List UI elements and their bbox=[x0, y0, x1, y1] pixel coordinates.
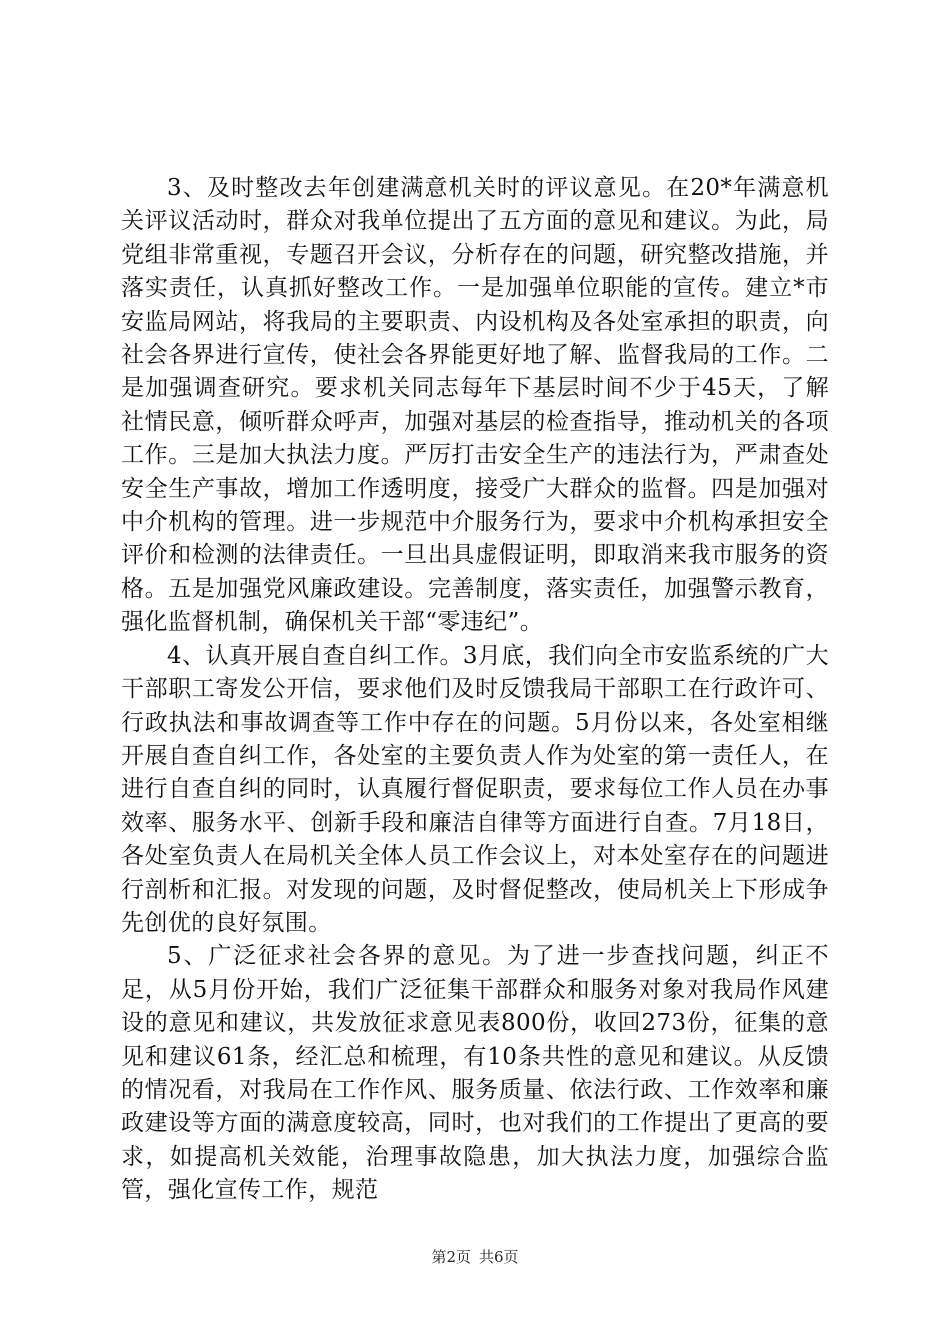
paragraph-4: 4、认真开展自查自纠工作。3月底，我们向全市安监系统的广大干部职工寄发公开信，要求他们及时反馈我局干部职工在行政许可、行政执法和事故调查等工作中存在的问题。5月份以来，各处室相继开展自查自纠工作，各处室的主要负责人作为处室的第一责任人，在进行自查自纠的同时，认真履行督促职责，要求每位工作人员在办事效率、服务水平、创新手段和廉洁自律等方面进行自查。7月18日，各处室负责人在局机关全体人员工作会议上，对本处室存在的问题进行剖析和汇报。对发现的问题，及时督促整改，使局机关上下形成争先创优的良好氛围。 bbox=[121, 642, 829, 936]
page-total: 共6页 bbox=[479, 1248, 519, 1266]
document-body bbox=[121, 172, 829, 1208]
page-number: 第2页 bbox=[431, 1248, 471, 1266]
paragraph-5: 5、广泛征求社会各界的意见。为了进一步查找问题，纠正不足，从5月份开始，我们广泛征集干部群众和服务对象对我局作风建设的意见和建议，共发放征求意见表800份，收回273份，征集的意见和建议61条，经汇总和梳理，有10条共性的意见和建议。从反馈的情况看，对我局在工作作风、服务质量、依法行政、工作效率和廉政建设等方面的满意度较高，同时，也对我们的工作提出了更高的要求，如提高机关效能，治理事故隐患，加大执法力度，加强综合监管，强化宣传工作，规范 bbox=[121, 943, 829, 1204]
page-footer bbox=[0, 1247, 950, 1267]
paragraph-3: 3、及时整改去年创建满意机关时的评议意见。在20*年满意机关评议活动时，群众对我单位提出了五方面的意见和建议。为此，局党组非常重视，专题召开会议，分析存在的问题，研究整改措施，并落实责任，认真抓好整改工作。一是加强单位职能的宣传。建立*市安监局网站，将我局的主要职责、内设机构及各处室承担的职责，向社会各界进行宣传，使社会各界能更好地了解、监督我局的工作。二是加强调查研究。要求机关同志每年下基层时间不少于45天，了解社情民意，倾听群众呼声，加强对基层的检查指导，推动机关的各项工作。三是加大执法力度。严厉打击安全生产的违法行为，严肃查处安全生产事故，增加工作透明度，接受广大群众的监督。四是加强对中介机构的管理。进一步规范中介服务行为，要求中介机构承担安全评价和检测的法律责任。一旦出具虚假证明，即取消来我市服务的资格。五是加强党风廉政建设。完善制度，落实责任，加强警示教育，强化监督机制，确保机关干部“零违纪”。 bbox=[121, 175, 829, 636]
